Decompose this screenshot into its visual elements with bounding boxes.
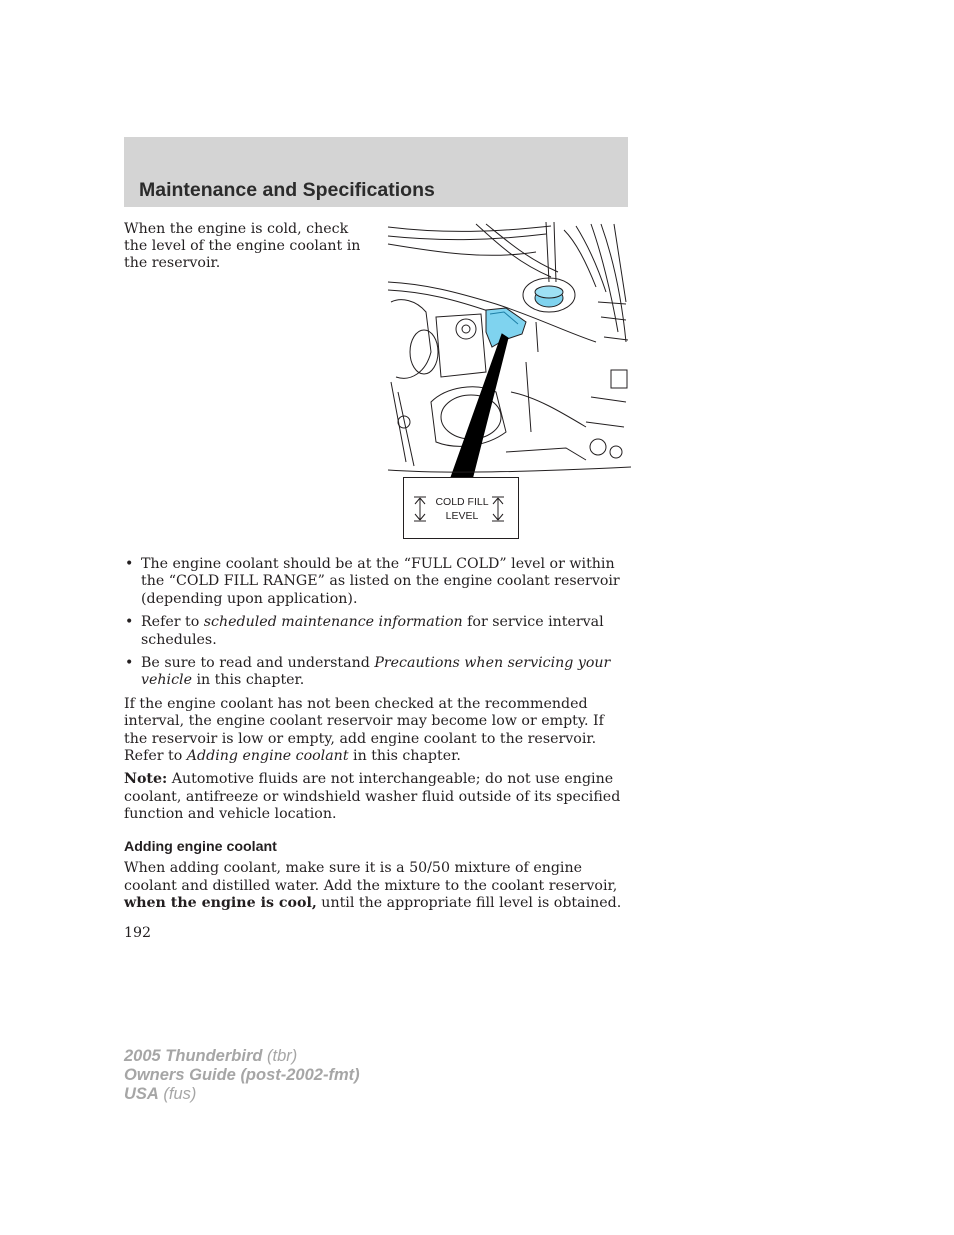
adding-coolant-paragraph: When adding coolant, make sure it is a 50/50 mixture of engine coolant and distilled water. Add the mixture to the coolant reservoir, when the engine is cool, until the appropriate fill level is obtained.	[124, 860, 622, 911]
intro-text: When the engine is cold, check the level of the engine coolant in the reservoir.	[124, 221, 361, 271]
engine-coolant-reservoir-illustration	[386, 222, 631, 542]
section-title: Maintenance and Specifications	[139, 179, 435, 201]
document-footer: 2005 Thunderbird (tbr) Owners Guide (post-2002-fmt) USA (fus)	[124, 1047, 360, 1103]
up-down-arrow-icon	[491, 496, 505, 522]
cold-fill-level-label: COLD FILL LEVEL	[435, 496, 489, 522]
note-paragraph: Note: Automotive fluids are not interchangeable; do not use engine coolant, antifreeze or windshield washer fluid outside of its specified function and vehicle location.	[124, 771, 621, 823]
list-item: • The engine coolant should be at the “FULL COLD” level or within the “COLD FILL RANGE” as listed on the engine coolant reservoir (depending upon application).	[125, 556, 620, 607]
coolant-check-list	[124, 556, 630, 690]
adding-coolant-heading: Adding engine coolant	[124, 838, 277, 855]
bullet-icon: •	[125, 655, 134, 672]
cross-reference-link: scheduled maintenance information	[203, 614, 463, 631]
list-item: • Be sure to read and understand Precautions when servicing your vehicle in this chapter.	[125, 655, 611, 689]
bullet-icon: •	[125, 614, 134, 631]
page-number: 192	[124, 925, 152, 941]
engine-bay-drawing	[386, 222, 631, 482]
cold-fill-level-callout	[403, 477, 519, 539]
cross-reference-link: Adding engine coolant	[186, 748, 349, 765]
low-coolant-paragraph: If the engine coolant has not been checked at the recommended interval, the engine coolant reservoir may become low or empty. If the reservoir is low or empty, add engine coolant to the reservoir. Refer to Adding engine coolant in this chapter.	[124, 695, 604, 765]
section-header-band	[124, 137, 628, 207]
body-content	[124, 556, 630, 918]
note-label: Note:	[124, 771, 168, 788]
bullet-icon: •	[125, 556, 134, 572]
list-item: • Refer to scheduled maintenance information for service interval schedules.	[125, 614, 604, 648]
cross-reference-link: Precautions when servicing your vehicle	[141, 655, 611, 689]
